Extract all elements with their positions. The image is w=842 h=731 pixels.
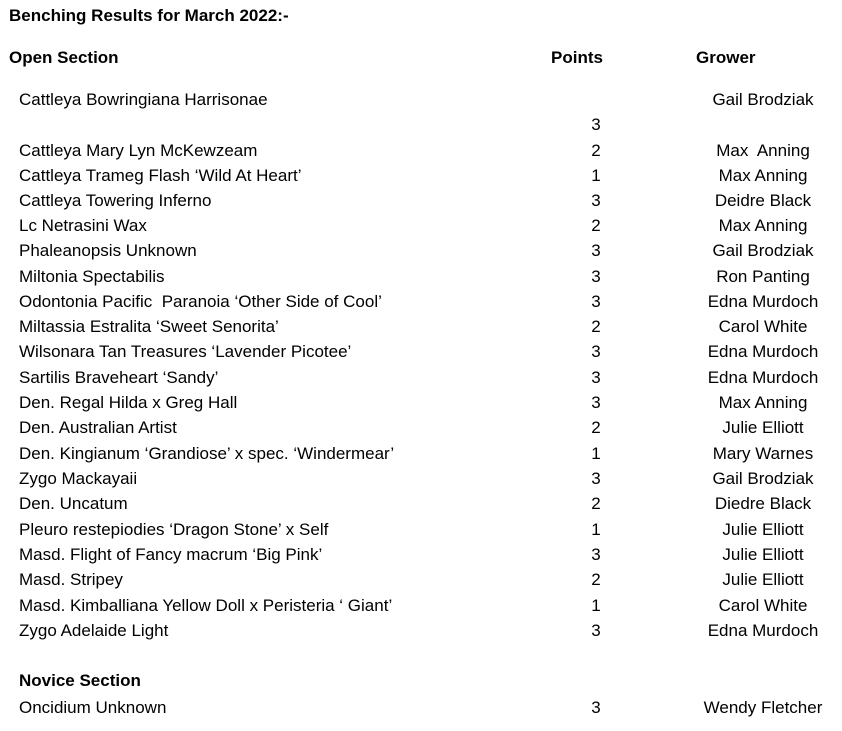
novice-section-header: Novice Section	[19, 671, 141, 690]
table-row	[0, 593, 842, 618]
open-section-header: Open Section	[9, 48, 119, 67]
table-row	[0, 314, 842, 339]
entry-grower: Julie Elliott	[722, 418, 804, 437]
entry-points: 3	[591, 621, 601, 640]
entry-grower: Julie Elliott	[722, 520, 804, 539]
entry-name: Miltonia Spectabilis	[19, 267, 165, 286]
table-row	[0, 517, 842, 542]
table-row	[0, 567, 842, 592]
table-row	[0, 390, 842, 415]
table-row	[0, 415, 842, 440]
table-row	[0, 491, 842, 516]
entry-grower: Gail Brodziak	[712, 90, 814, 109]
entry-grower: Edna Murdoch	[707, 292, 819, 311]
table-row	[0, 339, 842, 364]
table-row	[0, 188, 842, 213]
entry-grower: Max Anning	[718, 216, 808, 235]
entry-grower: Mary Warnes	[712, 444, 814, 463]
entry-name: Pleuro restepiodies ‘Dragon Stone’ x Self	[19, 520, 329, 539]
entry-name: Cattleya Mary Lyn McKewzeam	[19, 141, 258, 160]
entry-points: 1	[591, 444, 601, 463]
table-row	[0, 289, 842, 314]
entry-grower: Wendy Fletcher	[703, 698, 823, 717]
table-row	[0, 441, 842, 466]
entry-points: 3	[591, 698, 601, 717]
entry-name: Den. Australian Artist	[19, 418, 177, 437]
entry-grower: Gail Brodziak	[712, 241, 814, 260]
table-row	[0, 238, 842, 263]
entry-grower: Julie Elliott	[722, 545, 804, 564]
entry-points: 3	[591, 545, 601, 564]
entry-grower: Carol White	[718, 317, 808, 336]
entry-points: 2	[591, 570, 601, 589]
entry-grower: Max Anning	[718, 166, 808, 185]
entry-grower: Carol White	[718, 596, 808, 615]
entry-points: 3	[591, 469, 601, 488]
table-row	[0, 138, 842, 163]
entry-name: Cattleya Trameg Flash ‘Wild At Heart’	[19, 166, 302, 185]
table-row	[0, 87, 842, 112]
entry-name: Oncidium Unknown	[19, 698, 167, 717]
table-row	[0, 365, 842, 390]
entry-name: Den. Kingianum ‘Grandiose’ x spec. ‘Windermear’	[19, 444, 395, 463]
entry-grower: Deidre Black	[714, 191, 812, 210]
entry-points: 2	[591, 216, 601, 235]
entry-points: 3	[591, 368, 601, 387]
entry-name: Masd. Kimballiana Yellow Doll x Peristeria ‘ Giant’	[19, 596, 393, 615]
table-row	[0, 466, 842, 491]
entry-grower: Gail Brodziak	[712, 469, 814, 488]
entry-points: 2	[591, 494, 601, 513]
entry-name: Masd. Stripey	[19, 570, 123, 589]
entry-grower: Edna Murdoch	[707, 621, 819, 640]
entry-name: Wilsonara Tan Treasures ‘Lavender Picotee’	[19, 342, 352, 361]
table-row	[0, 618, 842, 643]
entry-name: Miltassia Estralita ‘Sweet Senorita’	[19, 317, 279, 336]
entry-points: 2	[591, 418, 601, 437]
entry-points: 3	[591, 342, 601, 361]
entry-name: Lc Netrasini Wax	[19, 216, 147, 235]
entry-points: 1	[591, 166, 601, 185]
entry-name: Masd. Flight of Fancy macrum ‘Big Pink’	[19, 545, 323, 564]
entry-name: Cattleya Bowringiana Harrisonae	[19, 90, 268, 109]
table-row	[0, 213, 842, 238]
entry-points: 3	[591, 267, 601, 286]
entry-name: Sartilis Braveheart ‘Sandy’	[19, 368, 219, 387]
entry-grower: Ron Panting	[716, 267, 810, 286]
entry-points: 3	[591, 393, 601, 412]
table-row	[0, 695, 842, 720]
entry-points: 3	[591, 115, 601, 134]
entry-points: 3	[591, 292, 601, 311]
entry-grower: Max Anning	[716, 141, 810, 160]
entry-name: Zygo Adelaide Light	[19, 621, 169, 640]
entry-grower: Max Anning	[718, 393, 808, 412]
entry-grower: Diedre Black	[714, 494, 812, 513]
entry-points: 1	[591, 596, 601, 615]
page-title: Benching Results for March 2022:-	[9, 6, 289, 25]
entry-points: 3	[591, 191, 601, 210]
entry-name: Den. Regal Hilda x Greg Hall	[19, 393, 238, 412]
table-row	[0, 264, 842, 289]
points-column-header: Points	[551, 48, 603, 67]
table-row	[0, 542, 842, 567]
entry-grower: Edna Murdoch	[707, 368, 819, 387]
entry-points: 2	[591, 317, 601, 336]
entry-grower: Edna Murdoch	[707, 342, 819, 361]
entry-name: Zygo Mackayaii	[19, 469, 138, 488]
entry-name: Phaleanopsis Unknown	[19, 241, 197, 260]
entry-name: Odontonia Pacific Paranoia ‘Other Side of Cool’	[19, 292, 382, 311]
entry-grower: Julie Elliott	[722, 570, 804, 589]
entry-points: 2	[591, 141, 601, 160]
table-row	[0, 163, 842, 188]
grower-column-header: Grower	[696, 48, 756, 67]
entry-name: Den. Uncatum	[19, 494, 128, 513]
entry-points: 3	[591, 241, 601, 260]
entry-points: 1	[591, 520, 601, 539]
entry-name: Cattleya Towering Inferno	[19, 191, 212, 210]
